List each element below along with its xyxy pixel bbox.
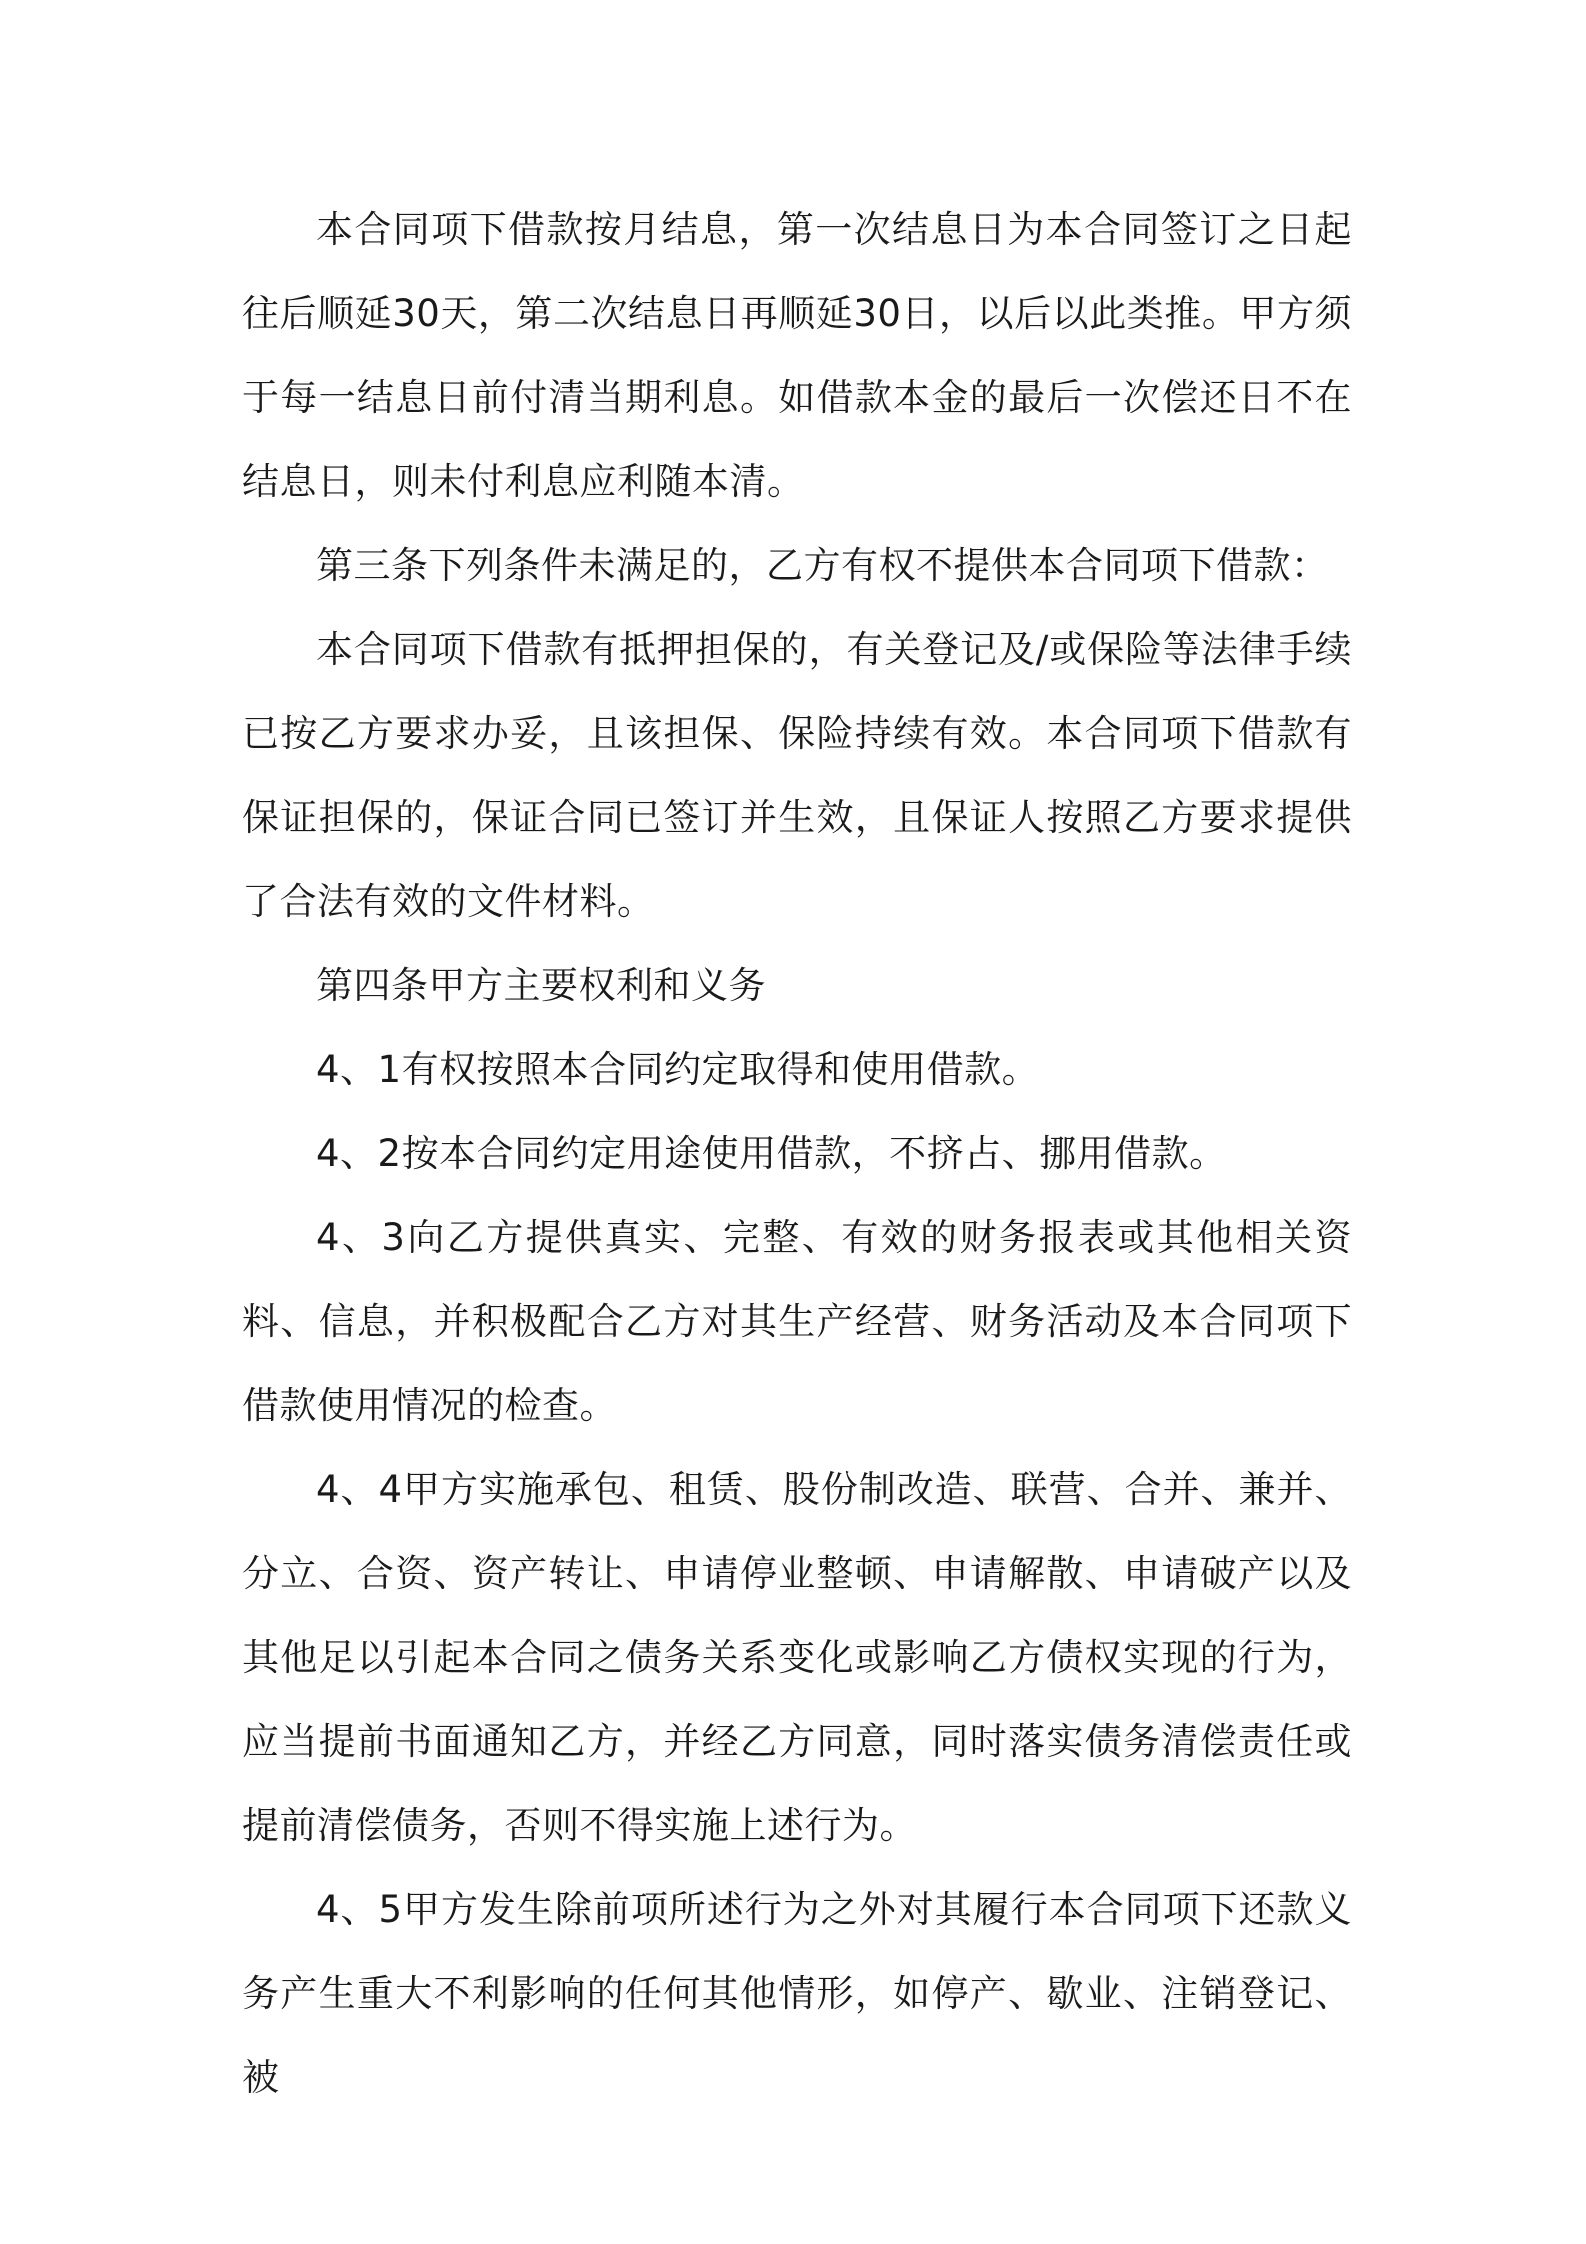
paragraph-clause-4-2: 4、2按本合同约定用途使用借款，不挤占、挪用借款。 <box>316 1132 1227 1175</box>
paragraph-guarantee-conditions: 本合同项下借款有抵押担保的，有关登记及/或保险等法律手续已按乙方要求办妥，且该担保、保险持续有效。本合同项下借款有保证担保的，保证合同已签订并生效，且保证人按照乙方要求提供了合法有效的文件材料。 <box>242 628 1352 923</box>
paragraph-interest-settlement: 本合同项下借款按月结息，第一次结息日为本合同签订之日起往后顺延30天，第二次结息日再顺延30日，以后以此类推。甲方须于每一结息日前付清当期利息。如借款本金的最后一次偿还日不在结息日，则未付利息应利随本清。 <box>242 208 1352 503</box>
paragraph-clause-4-3: 4、3向乙方提供真实、完整、有效的财务报表或其他相关资料、信息，并积极配合乙方对其生产经营、财务活动及本合同项下借款使用情况的检查。 <box>242 1216 1352 1427</box>
paragraph-clause-4-1: 4、1有权按照本合同约定取得和使用借款。 <box>316 1048 1040 1091</box>
paragraph-article-3-heading: 第三条下列条件未满足的，乙方有权不提供本合同项下借款： <box>316 544 1329 587</box>
paragraph-clause-4-4: 4、4甲方实施承包、租赁、股份制改造、联营、合并、兼并、分立、合资、资产转让、申请停业整顿、申请解散、申请破产以及其他足以引起本合同之债务关系变化或影响乙方债权实现的行为，应当提前书面通知乙方，并经乙方同意，同时落实债务清偿责任或提前清偿债务，否则不得实施上述行为。 <box>242 1468 1352 1847</box>
paragraph-article-4-heading: 第四条甲方主要权利和义务 <box>316 964 766 1007</box>
document-body <box>242 188 1352 2120</box>
paragraph-clause-4-5: 4、5甲方发生除前项所述行为之外对其履行本合同项下还款义务产生重大不利影响的任何其他情形，如停产、歇业、注销登记、被 <box>242 1888 1352 2099</box>
